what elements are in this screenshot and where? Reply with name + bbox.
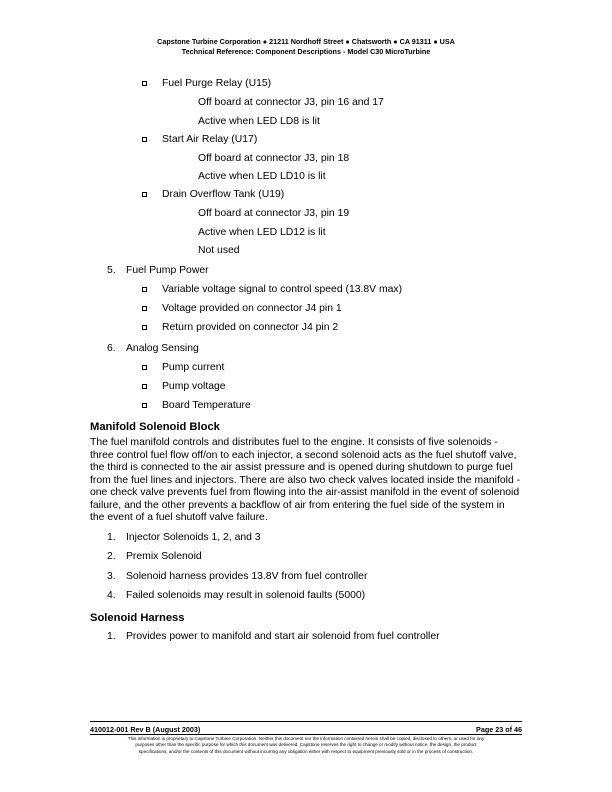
relay-detail: Off board at connector J3, pin 18	[198, 153, 350, 164]
disclaimer-line: purposes other than the specific purpose for which this document was delivered. Capstone reserves the right to change or modify without notice, the design, the product	[135, 742, 477, 748]
paragraph-line: the third is connected to the air assist pressure and is opened during shutdown to purge fuel	[90, 462, 513, 473]
list-bullet-text: Variable voltage signal to control speed (13.8V max)	[162, 284, 403, 295]
list-number: 5.	[107, 265, 116, 276]
footer-page-number: Page 23 of 46	[476, 725, 522, 734]
relay-detail: Off board at connector J3, pin 19	[198, 208, 350, 219]
list-number: 1.	[107, 532, 116, 543]
page-header-company: Capstone Turbine Corporation ● 21211 Nordhoff Street ● Chatsworth ● CA 91311 ● USA	[157, 37, 455, 46]
bullet-icon	[142, 306, 147, 311]
bullet-icon	[142, 287, 147, 292]
list-bullet-text: Board Temperature	[162, 400, 251, 411]
relay-detail: Active when LED LD10 is lit	[198, 171, 326, 182]
list-number: 3.	[107, 571, 116, 582]
bullet-icon	[142, 325, 147, 330]
relay-detail: Not used	[198, 245, 240, 256]
footer-rule	[90, 734, 522, 735]
manifold-paragraph	[90, 437, 528, 525]
list-bullet-text: Voltage provided on connector J4 pin 1	[162, 303, 342, 314]
bullet-icon	[142, 81, 147, 86]
list-number: 4.	[107, 590, 116, 601]
relay-title: Fuel Purge Relay (U15)	[162, 78, 272, 89]
disclaimer-line: This information is proprietary to Capstone Turbine Corporation. Neither this document nor the information contained herein shall be copied, disclosed to others, or used for any	[127, 736, 485, 741]
paragraph-line: The fuel manifold controls and distributes fuel to the engine. It consists of five solenoids -	[90, 437, 498, 448]
list-bullet-text: Pump voltage	[162, 381, 226, 392]
list-item-title: Analog Sensing	[126, 343, 199, 354]
list-item: Solenoid harness provides 13.8V from fuel controller	[126, 571, 368, 582]
paragraph-line: failure, and the other prevents a backflow of air from entering the fuel side of the system in	[90, 499, 505, 511]
bullet-icon	[142, 365, 147, 370]
bullet-icon	[142, 384, 147, 389]
list-item-title: Fuel Pump Power	[126, 265, 209, 276]
section-heading: Manifold Solenoid Block	[90, 421, 220, 433]
bullet-icon	[142, 192, 147, 197]
relay-title: Start Air Relay (U17)	[162, 134, 258, 145]
paragraph-line: one check valve prevents fuel from flowing into the air-assist manifold in the event of solenoid	[90, 487, 520, 498]
list-bullet-text: Pump current	[162, 362, 225, 373]
bullet-icon	[142, 403, 147, 408]
paragraph-line: the event of a fuel shutoff valve failure.	[90, 512, 268, 523]
relay-detail: Active when LED LD12 is lit	[198, 227, 326, 238]
disclaimer-line: specifications, and/or the contents of this document without incurring any obligation either with respect to equipment previously sold or in the process of construction.	[138, 748, 474, 754]
list-bullet-text: Return provided on connector J4 pin 2	[162, 322, 339, 333]
footer-rule	[90, 721, 522, 722]
list-number: 1.	[107, 631, 116, 642]
list-number: 6.	[107, 343, 116, 354]
paragraph-line: three control fuel flow off/on to each injector, a second solenoid acts as the fuel shutoff valve,	[90, 449, 517, 461]
paragraph-line: from the fuel lines and injectors. There are also two check valves located inside the manifold -	[90, 474, 521, 486]
footer-disclaimer	[86, 736, 526, 755]
relay-title: Drain Overflow Tank (U19)	[162, 189, 285, 200]
footer-doc-id: 410012-001 Rev B (August 2003)	[90, 725, 201, 734]
list-number: 2.	[107, 551, 116, 562]
bullet-icon	[142, 137, 147, 142]
list-item: Injector Solenoids 1, 2, and 3	[126, 532, 261, 543]
list-item: Failed solenoids may result in solenoid faults (5000)	[126, 590, 366, 601]
relay-detail: Off board at connector J3, pin 16 and 17	[198, 97, 384, 108]
list-item: Premix Solenoid	[126, 551, 202, 562]
page-header-title: Technical Reference: Component Descriptions - Model C30 MicroTurbine	[181, 47, 431, 56]
list-item: Provides power to manifold and start air solenoid from fuel controller	[126, 631, 440, 642]
section-heading: Solenoid Harness	[90, 612, 185, 624]
relay-detail: Active when LED LD8 is lit	[198, 116, 320, 127]
